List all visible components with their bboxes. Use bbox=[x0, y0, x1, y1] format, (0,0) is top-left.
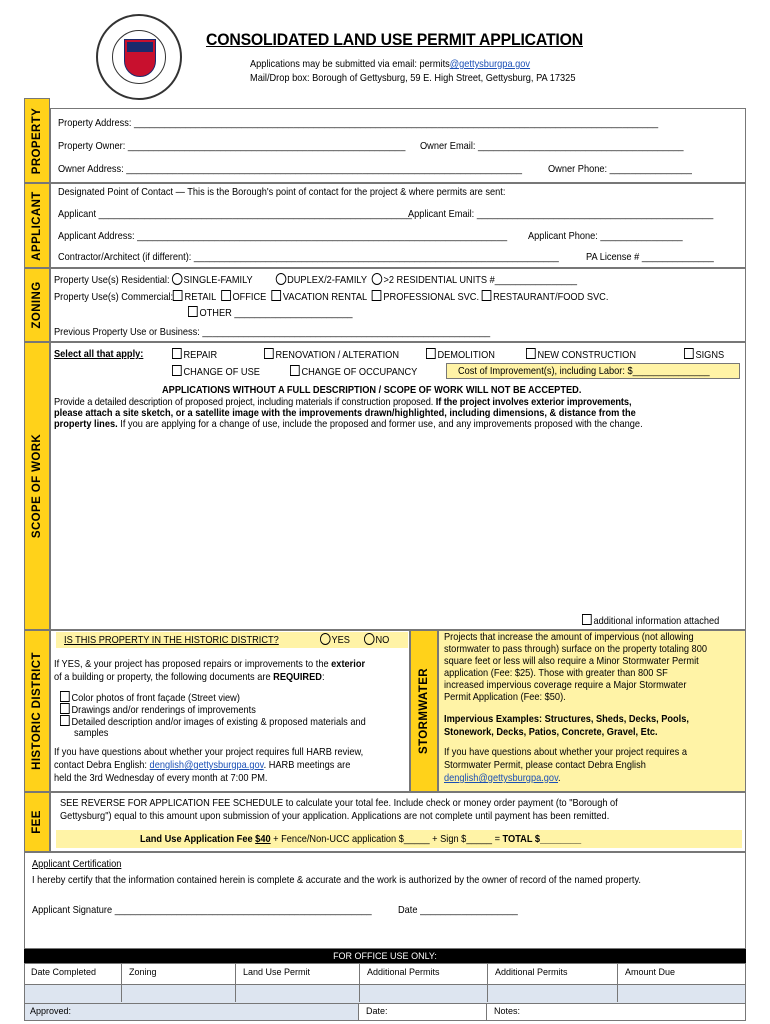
office-label: OFFICE bbox=[232, 291, 267, 303]
signature-field[interactable]: Applicant Signature __________________________________________________ bbox=[32, 904, 372, 916]
scope-warning: APPLICATIONS WITHOUT A FULL DESCRIPTION / SCOPE OF WORK WILL NOT BE ACCEPTED. bbox=[162, 384, 582, 396]
renovation-checkbox[interactable] bbox=[264, 348, 274, 359]
section-label-zoning bbox=[24, 268, 50, 342]
approval-divider bbox=[486, 1003, 487, 1021]
certification-text: I hereby certify that the information contained herein is complete & accurate and the work is authorized by the owner of record of the named property. bbox=[32, 874, 641, 886]
scope-instructions-3 bbox=[54, 418, 643, 430]
historic-question-2 bbox=[54, 759, 350, 771]
hp-1c: of a building or property, the following documents are bbox=[54, 671, 271, 683]
desc-3a: property lines. bbox=[54, 418, 118, 430]
signs-checkbox[interactable] bbox=[684, 348, 694, 359]
change-occupancy-label: CHANGE OF OCCUPANCY bbox=[301, 366, 418, 378]
certification-title: Applicant Certification bbox=[32, 858, 122, 870]
retail-checkbox[interactable] bbox=[173, 290, 183, 301]
multi-unit-label: >2 RESIDENTIAL UNITS #________________ bbox=[383, 274, 578, 286]
scope-description-area[interactable] bbox=[52, 432, 744, 612]
property-owner-field[interactable]: Property Owner: ______________________________________________________ bbox=[58, 140, 406, 152]
desc-1: Provide a detailed description of proposed project, including materials if construction proposed. bbox=[54, 396, 434, 408]
sw-examples-2: Stonework, Decks, Patios, Concrete, Gravel, Etc. bbox=[444, 726, 658, 738]
previous-use-field[interactable]: Previous Property Use or Business: ________________________________________________________ bbox=[54, 326, 491, 338]
fee-base-amount: $40 bbox=[255, 833, 271, 845]
col-date-completed: Date Completed bbox=[31, 967, 97, 977]
residential-label: Property Use(s) Residential: bbox=[54, 274, 170, 286]
owner-email-field[interactable]: Owner Email: ________________________________________ bbox=[420, 140, 684, 152]
approved-date-label: Date: bbox=[366, 1006, 388, 1016]
historic-item-3b: samples bbox=[74, 727, 109, 739]
section-label-historic bbox=[24, 630, 50, 792]
duplex-radio[interactable] bbox=[276, 273, 287, 285]
approval-divider bbox=[358, 1003, 359, 1021]
other-row bbox=[188, 306, 353, 319]
fee-line-2: Gettysburg") equal to this amount upon submission of your application. Applications are not complete until payment has been remitted. bbox=[60, 810, 610, 822]
historic-yes-radio[interactable] bbox=[320, 633, 331, 645]
signature-date-field[interactable]: Date ___________________ bbox=[398, 904, 518, 916]
sw-line-6: Permit Application (Fee: $50). bbox=[444, 691, 566, 703]
property-label: PROPERTY bbox=[31, 107, 43, 174]
fee-total: TOTAL $________ bbox=[502, 833, 582, 845]
historic-yes-label: YES bbox=[331, 634, 350, 646]
residential-row bbox=[54, 273, 577, 286]
borough-seal-logo bbox=[96, 14, 182, 100]
change-occupancy-checkbox[interactable] bbox=[290, 365, 300, 376]
applicant-name-field[interactable]: Applicant _____________________________________________________________ bbox=[58, 208, 413, 220]
office-entry-row[interactable] bbox=[25, 984, 745, 1004]
historic-para-2: of a building or property, the following documents are REQUIRED: bbox=[54, 671, 325, 683]
contractor-field[interactable]: Contractor/Architect (if different): _______________________________________________________________________ bbox=[58, 251, 559, 263]
applicant-email-field[interactable]: Applicant Email: ______________________________________________ bbox=[408, 208, 714, 220]
office-use-header: FOR OFFICE USE ONLY: bbox=[24, 949, 746, 963]
drawings-label: Drawings and/or renderings of improvements bbox=[71, 704, 256, 716]
harb-email-link[interactable]: denglish@gettysburgpa.gov bbox=[149, 759, 264, 771]
historic-no-radio[interactable] bbox=[364, 633, 375, 645]
new-construction-checkbox[interactable] bbox=[526, 348, 536, 359]
historic-question-1: If you have questions about whether your project requires full HARB review, bbox=[54, 746, 364, 758]
historic-label: HISTORIC DISTRICT bbox=[31, 652, 43, 770]
demolition-label: DEMOLITION bbox=[437, 349, 495, 361]
professional-checkbox[interactable] bbox=[372, 290, 382, 301]
sw-line-5: increased impervious coverage require a Major Stormwater bbox=[444, 679, 687, 691]
single-family-radio[interactable] bbox=[172, 273, 183, 285]
page-title: CONSOLIDATED LAND USE PERMIT APPLICATION bbox=[206, 30, 583, 49]
office-col-divider bbox=[121, 964, 122, 1002]
repair-option bbox=[172, 348, 217, 361]
fee-label: FEE bbox=[31, 810, 43, 834]
col-additional-permits-2: Additional Permits bbox=[495, 967, 568, 977]
sw-question-3 bbox=[444, 772, 561, 784]
hq-2c: . HARB meetings are bbox=[263, 759, 351, 771]
multi-unit-radio[interactable] bbox=[372, 273, 383, 285]
renovation-label: RENOVATION / ALTERATION bbox=[275, 349, 400, 361]
vacation-rental-label: VACATION RENTAL bbox=[282, 291, 367, 303]
section-label-applicant bbox=[24, 183, 50, 268]
fee-extras: + Fence/Non-UCC application $_____ + Sign $_____ = bbox=[273, 833, 500, 845]
sw-examples-1: Impervious Examples: Structures, Sheds, Decks, Pools, bbox=[444, 713, 689, 725]
sw-question-2: Stormwater Permit, please contact Debra English bbox=[444, 759, 646, 771]
sw-line-2: stormwater to pass through) surface on the property totaling 800 bbox=[444, 643, 707, 655]
change-use-checkbox[interactable] bbox=[172, 365, 182, 376]
col-zoning: Zoning bbox=[129, 967, 157, 977]
additional-info-checkbox[interactable] bbox=[582, 614, 592, 625]
historic-para-1 bbox=[54, 658, 365, 670]
scope-instructions-2: please attach a site sketch, or a satellite image with the improvements drawn/highlighted, including dimensions, & distance from the bbox=[54, 407, 636, 419]
mail-info: Mail/Drop box: Borough of Gettysburg, 59 E. High Street, Gettysburg, PA 17325 bbox=[250, 72, 576, 84]
select-all-label: Select all that apply: bbox=[54, 348, 144, 360]
section-label-stormwater bbox=[410, 630, 438, 792]
single-family-label: SINGLE-FAMILY bbox=[183, 274, 253, 286]
applicant-label: APPLICANT bbox=[31, 190, 43, 261]
certification-section bbox=[24, 852, 746, 949]
permits-email-link[interactable]: @gettysburgpa.gov bbox=[449, 58, 531, 70]
zoning-label: ZONING bbox=[31, 281, 43, 329]
approved-label: Approved: bbox=[30, 1006, 72, 1016]
commercial-row bbox=[54, 290, 608, 303]
notes-label: Notes: bbox=[494, 1006, 521, 1016]
contact-note: Designated Point of Contact — This is the Borough's point of contact for the project & where permits are sent: bbox=[58, 186, 506, 198]
additional-info-option bbox=[582, 614, 719, 627]
historic-question-3: held the 3rd Wednesday of every month at 7:00 PM. bbox=[54, 772, 268, 784]
col-land-use-permit: Land Use Permit bbox=[243, 967, 311, 977]
hq-2a: contact Debra English: bbox=[54, 759, 147, 771]
desc-3b: If you are applying for a change of use, include the proposed and former use, and any improvements proposed with the change. bbox=[120, 418, 643, 430]
approved-fill[interactable] bbox=[25, 1004, 358, 1020]
new-construction-option bbox=[526, 348, 636, 361]
owner-address-field[interactable]: Owner Address: _____________________________________________________________________________ bbox=[58, 163, 523, 175]
office-use-grid bbox=[24, 963, 746, 1003]
office-col-divider bbox=[235, 964, 236, 1002]
hp-1a: If YES, & your project has proposed repairs or improvements to the bbox=[54, 658, 329, 670]
change-use-label: CHANGE OF USE bbox=[183, 366, 260, 378]
renovation-option bbox=[264, 348, 399, 361]
office-col-divider bbox=[617, 964, 618, 1002]
col-additional-permits-1: Additional Permits bbox=[367, 967, 440, 977]
submission-info bbox=[250, 58, 530, 70]
other-label[interactable]: OTHER _______________________ bbox=[199, 307, 353, 319]
restaurant-checkbox[interactable] bbox=[482, 290, 492, 301]
fee-line-1: SEE REVERSE FOR APPLICATION FEE SCHEDULE to calculate your total fee. Include check or money order payment (to "Borough of bbox=[60, 797, 618, 809]
pa-license-field[interactable]: PA License # ______________ bbox=[586, 251, 714, 263]
materials-checkbox[interactable] bbox=[60, 715, 70, 726]
sw-question-1: If you have questions about whether your project requires a bbox=[444, 746, 687, 758]
fee-base-label: Land Use Application Fee bbox=[140, 833, 253, 845]
new-construction-label: NEW CONSTRUCTION bbox=[537, 349, 636, 361]
drawings-checkbox[interactable] bbox=[60, 703, 70, 714]
col-amount-due: Amount Due bbox=[625, 967, 676, 977]
photos-checkbox[interactable] bbox=[60, 691, 70, 702]
demolition-option bbox=[426, 348, 495, 361]
section-label-scope bbox=[24, 342, 50, 630]
restaurant-label: RESTAURANT/FOOD SVC. bbox=[493, 291, 609, 303]
desc-1b: If the project involves exterior improvements, bbox=[435, 396, 632, 408]
fee-total-line[interactable] bbox=[140, 833, 581, 845]
repair-label: REPAIR bbox=[183, 349, 218, 361]
stormwater-label: STORMWATER bbox=[418, 668, 430, 754]
other-checkbox[interactable] bbox=[188, 306, 198, 317]
sw-line-1: Projects that increase the amount of impervious (not allowing bbox=[444, 631, 694, 643]
sw-line-4: application (Fee: $25). Those with greater than 800 SF bbox=[444, 667, 668, 679]
historic-yes bbox=[320, 633, 350, 646]
office-col-divider bbox=[359, 964, 360, 1002]
signs-option bbox=[684, 348, 724, 361]
applicant-phone-field[interactable]: Applicant Phone: ________________ bbox=[528, 230, 683, 242]
professional-label: PROFESSIONAL SVC. bbox=[383, 291, 480, 303]
section-label-fee bbox=[24, 792, 50, 852]
historic-no bbox=[364, 633, 389, 646]
change-occupancy-option bbox=[290, 365, 417, 378]
historic-question: IS THIS PROPERTY IN THE HISTORIC DISTRICT? bbox=[64, 634, 279, 646]
repair-checkbox[interactable] bbox=[172, 348, 182, 359]
vacation-rental-checkbox[interactable] bbox=[271, 290, 281, 301]
applicant-address-field[interactable]: Applicant Address: ________________________________________________________________________ bbox=[58, 230, 508, 242]
office-row-divider bbox=[25, 984, 745, 985]
signs-label: SIGNS bbox=[695, 349, 725, 361]
office-col-divider bbox=[487, 964, 488, 1002]
hp-1b: exterior bbox=[331, 658, 366, 670]
scope-label: SCOPE OF WORK bbox=[31, 433, 43, 539]
materials-label: Detailed description and/or images of existing & proposed materials and bbox=[71, 716, 366, 728]
office-checkbox[interactable] bbox=[221, 290, 231, 301]
demolition-checkbox[interactable] bbox=[426, 348, 436, 359]
retail-label: RETAIL bbox=[184, 291, 216, 303]
duplex-label: DUPLEX/2-FAMILY bbox=[287, 274, 367, 286]
submission-text: Applications may be submitted via email: permits bbox=[250, 58, 450, 70]
historic-no-label: NO bbox=[375, 634, 390, 646]
stormwater-email-link[interactable]: denglish@gettysburgpa.gov bbox=[444, 772, 559, 784]
change-use-option bbox=[172, 365, 260, 378]
additional-info-label: additional information attached bbox=[593, 615, 720, 627]
section-label-property bbox=[24, 98, 50, 183]
sw-line-3: square feet or less will also require a Minor Stormwater Permit bbox=[444, 655, 699, 667]
commercial-label: Property Use(s) Commercial: bbox=[54, 291, 174, 303]
property-address-field[interactable]: Property Address: ______________________________________________________________________________________________________ bbox=[58, 117, 659, 129]
owner-phone-field[interactable]: Owner Phone: ________________ bbox=[548, 163, 692, 175]
hp-1d: REQUIRED bbox=[273, 671, 322, 683]
cost-field: Cost of Improvement(s), including Labor: $_______________ bbox=[458, 365, 710, 377]
photos-label: Color photos of front façade (Street view) bbox=[71, 692, 240, 704]
sw-period: . bbox=[558, 772, 561, 784]
